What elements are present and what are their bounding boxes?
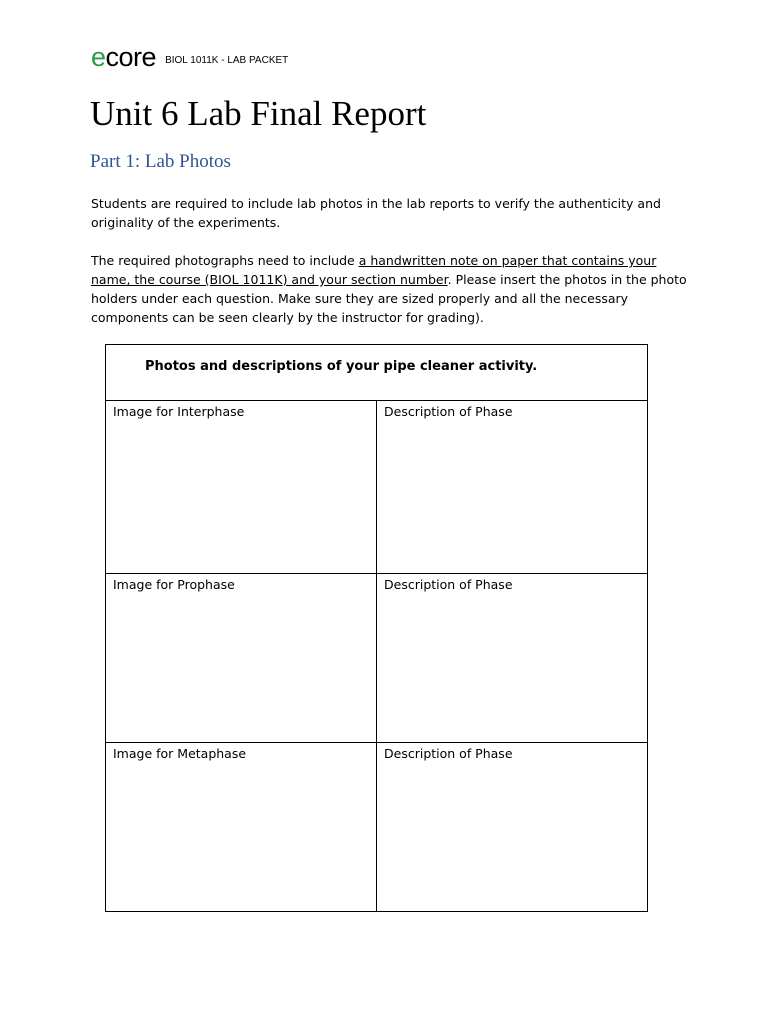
page-title: Unit 6 Lab Final Report xyxy=(90,94,427,133)
ecore-logo xyxy=(91,44,156,70)
description-label: Description of Phase xyxy=(384,577,513,592)
image-label: Image for Metaphase xyxy=(113,746,247,761)
intro-paragraph-2 xyxy=(91,251,691,327)
page-header xyxy=(91,44,288,70)
intro-paragraph-1: Students are required to include lab photos in the lab reports to verify the authenticity and originality of the experiments. xyxy=(91,196,661,230)
table-heading: Photos and descriptions of your pipe cleaner activity. xyxy=(106,345,648,401)
table-row xyxy=(106,401,648,574)
image-label: Image for Interphase xyxy=(113,404,245,419)
logo-e: e xyxy=(91,42,106,72)
table-row xyxy=(106,574,648,743)
logo-core: core xyxy=(105,42,157,72)
description-cell-interphase[interactable] xyxy=(377,401,648,574)
table-row xyxy=(106,743,648,912)
image-holder-prophase[interactable] xyxy=(106,574,377,743)
section-heading: Part 1: Lab Photos xyxy=(90,151,231,172)
description-cell-metaphase[interactable] xyxy=(377,743,648,912)
photo-table xyxy=(105,344,648,912)
description-label: Description of Phase xyxy=(384,746,513,761)
description-label: Description of Phase xyxy=(384,404,513,419)
paragraph-2-end: . Please insert the photos in the photo holders under each question. Make sure they are sized properly and all the necessary components can be seen clearly by the instructor for grading). xyxy=(91,272,687,325)
image-holder-interphase[interactable] xyxy=(106,401,377,574)
image-label: Image for Prophase xyxy=(113,577,235,592)
image-holder-metaphase[interactable] xyxy=(106,743,377,912)
course-code: BIOL 1011K - LAB PACKET xyxy=(165,55,289,66)
table-heading-row xyxy=(106,345,648,401)
paragraph-2-underlined-requirement: a handwritten note on paper that contains your name, the course (BIOL 1011K) and your section number xyxy=(91,253,657,287)
description-cell-prophase[interactable] xyxy=(377,574,648,743)
paragraph-2-start: The required photographs need to include xyxy=(91,253,359,268)
